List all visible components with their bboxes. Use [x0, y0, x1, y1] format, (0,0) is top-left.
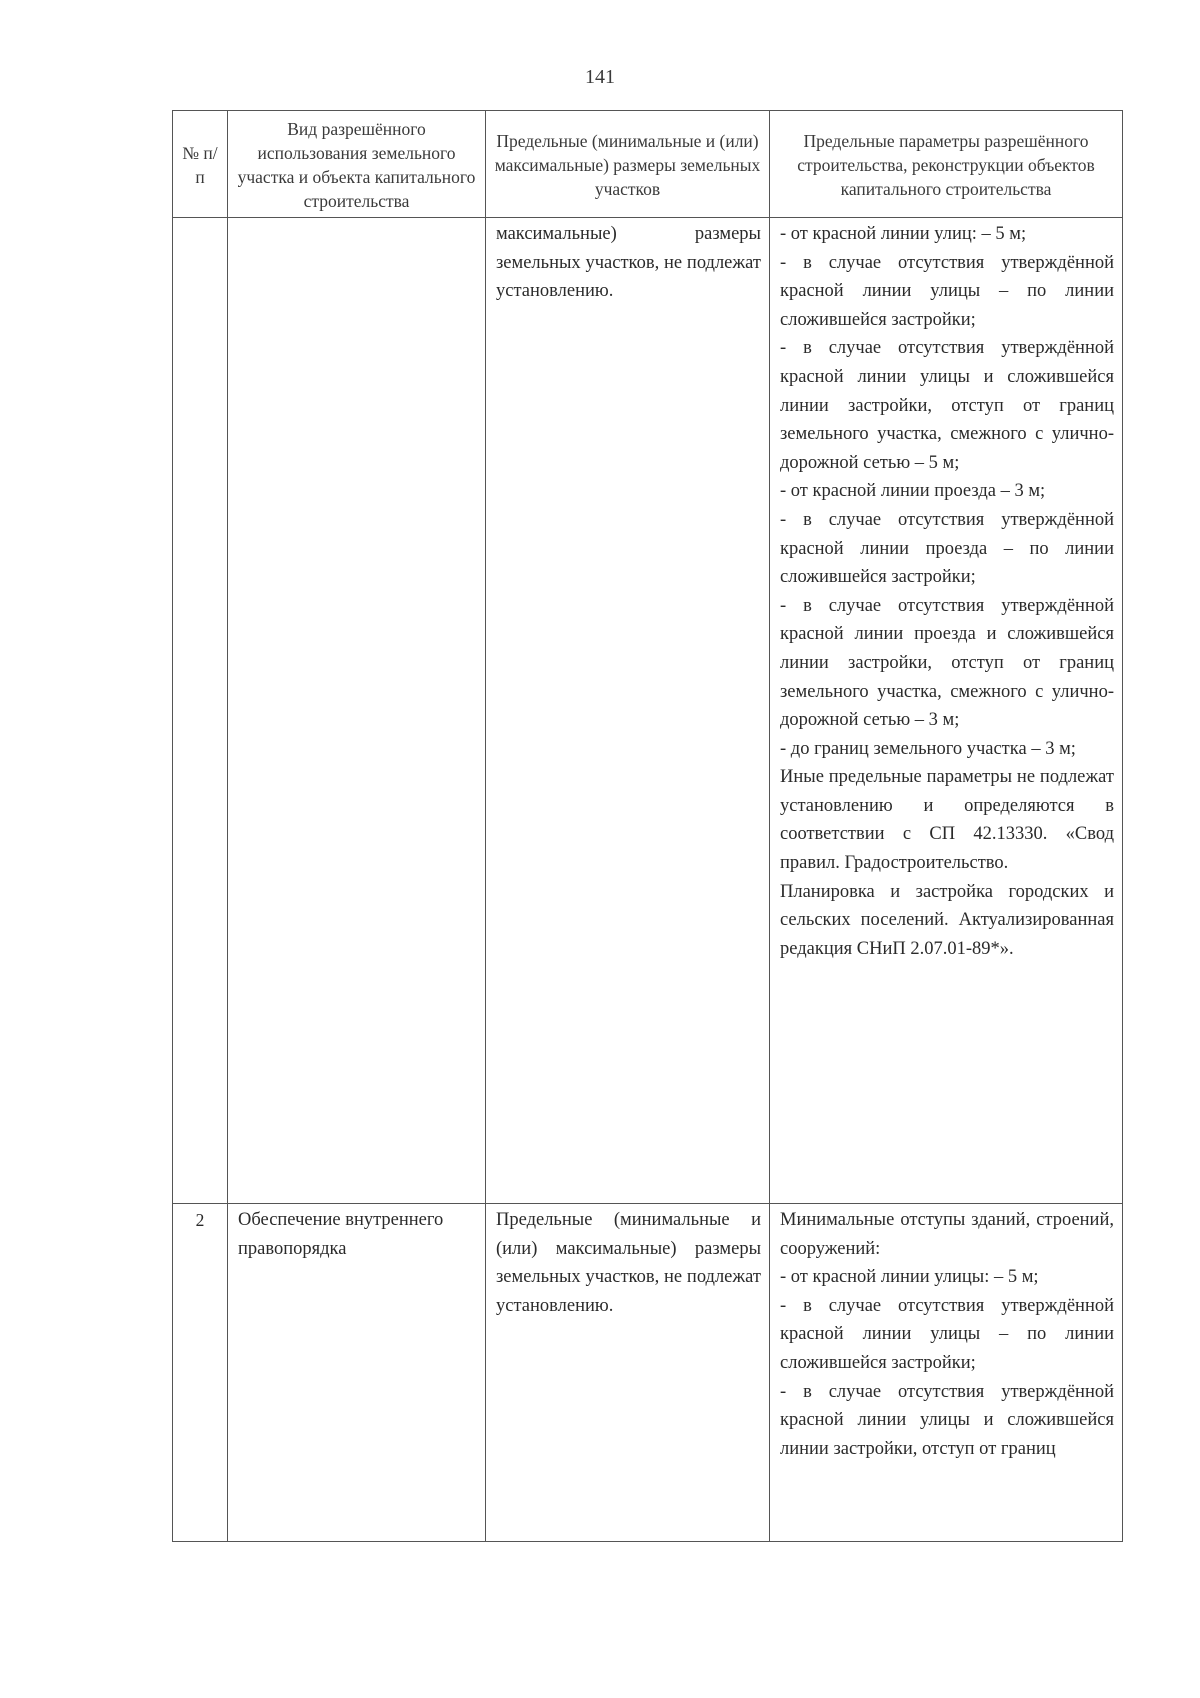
header-parameters: Предельные параметры разрешённого строительства, реконструкции объектов капитального строительства [770, 111, 1123, 218]
parameter-line: - до границ земельного участка – 3 м; [780, 738, 1076, 759]
parameters-cell [770, 1204, 1123, 1542]
plot-size-cell [486, 1204, 770, 1542]
table-row [173, 218, 1123, 1204]
table-row [173, 1204, 1123, 1542]
parameter-line: - в случае отсутствия утверждённой красной линии проезда и сложившейся линии застройки, отступ от границ земельного участка, смежного с улично-дорожной сетью – 3 м; [780, 595, 1114, 731]
regulations-table [172, 110, 1123, 1542]
page-number: 141 [585, 66, 615, 88]
parameter-line: - в случае отсутствия утверждённой красной линии улицы – по линии сложившейся застройки; [780, 252, 1114, 330]
parameter-line: Планировка и застройка городских и сельских поселений. Актуализированная редакция СНиП 2.07.01-89*». [780, 881, 1114, 959]
use-type-cell [228, 1204, 486, 1542]
plot-size-text: Предельные (минимальные и (или) максимальные) размеры земельных участков, не подлежат установлению. [496, 1210, 761, 1316]
header-plot-size: Предельные (минимальные и (или) максимальные) размеры земельных участков [486, 111, 770, 218]
parameter-line: - от красной линии улиц: – 5 м; [780, 224, 1027, 244]
plot-size-cell [486, 218, 770, 1204]
header-number: № п/п [173, 111, 228, 218]
parameter-line: - в случае отсутствия утверждённой красной линии улицы – по линии сложившейся застройки; [780, 1295, 1114, 1373]
parameter-line: Минимальные отступы зданий, строений, сооружений: [780, 1210, 1114, 1259]
parameters-cell [770, 218, 1123, 1204]
table-header-row [173, 111, 1123, 218]
use-type-text: Обеспечение внутреннего правопорядка [238, 1210, 444, 1259]
parameter-line: - от красной линии проезда – 3 м; [780, 481, 1046, 502]
parameter-line: - от красной линии улицы: – 5 м; [780, 1267, 1039, 1288]
parameter-line: - в случае отсутствия утверждённой красной линии проезда – по линии сложившейся застройки; [780, 509, 1114, 588]
header-use-type: Вид разрешённого использования земельного участка и объекта капитального строительства [228, 111, 486, 218]
use-type-cell [228, 218, 486, 1204]
parameter-line: - в случае отсутствия утверждённой красной линии улицы и сложившейся линии застройки, отступ от границ земельного участка, смежного с улично-дорожной сетью – 5 м; [780, 338, 1114, 473]
plot-size-text: максимальные) размеры земельных участков, не подлежат установлению. [496, 224, 761, 302]
row-number [173, 218, 228, 1204]
row-number: 2 [173, 1204, 228, 1542]
parameter-line: - в случае отсутствия утверждённой красной линии улицы и сложившейся линии застройки, отступ от границ [780, 1381, 1114, 1459]
parameter-line: Иные предельные параметры не подлежат установлению и определяются в соответствии с СП 42.13330. «Свод правил. Градостроительство. [780, 767, 1114, 874]
